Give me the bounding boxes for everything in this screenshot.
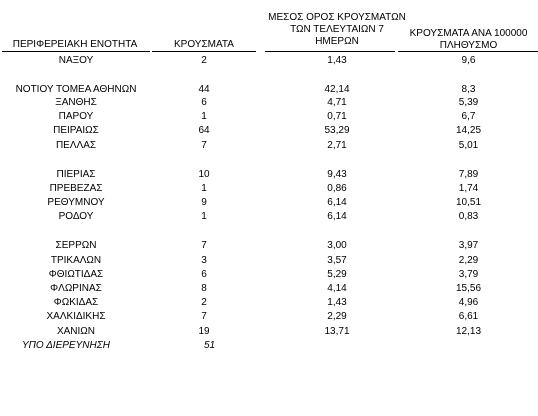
cell-cases: 1 [201, 211, 207, 222]
cell-region: ΦΛΩΡΙΝΑΣ [50, 283, 102, 294]
cell-cases: 10 [198, 169, 210, 180]
table-row [0, 268, 538, 281]
cell-avg7: 2,29 [327, 311, 347, 322]
table-row [0, 210, 538, 223]
cell-avg7: 6,14 [327, 211, 347, 222]
cell-avg7: 4,14 [327, 283, 347, 294]
cell-region: ΡΟΔΟΥ [58, 211, 94, 222]
cell-region: ΦΩΚΙΔΑΣ [53, 297, 99, 308]
table-row [0, 254, 538, 267]
cell-cases: 3 [201, 255, 207, 266]
cell-cases: 1 [201, 111, 207, 122]
cell-per100k: 5,39 [458, 97, 479, 108]
table-row [0, 325, 538, 338]
cell-per100k: 14,25 [455, 125, 482, 136]
table-row [0, 310, 538, 323]
cell-avg7: 4,71 [327, 97, 347, 108]
cell-per100k: 10,51 [455, 197, 482, 208]
cell-cases: 19 [198, 326, 210, 337]
cell-region: ΞΑΝΘΗΣ [55, 97, 97, 108]
table-row [0, 296, 538, 309]
cell-cases: 9 [201, 197, 207, 208]
header-avg7 [262, 12, 412, 48]
cell-avg7: 1,43 [327, 55, 347, 66]
header-rule-cases [152, 51, 256, 52]
cell-avg7: 13,71 [324, 326, 350, 337]
table-row [0, 54, 538, 67]
header-avg7-line3: ΗΜΕΡΩΝ [315, 36, 359, 47]
cell-per100k: 15,56 [455, 283, 482, 294]
cell-region: ΠΑΡΟΥ [58, 111, 94, 122]
cell-cases: 2 [201, 55, 207, 66]
cell-per100k: 3,79 [458, 269, 479, 280]
cell-cases: 2 [201, 297, 207, 308]
cell-per100k: 6,61 [458, 311, 479, 322]
cell-cases: 1 [201, 183, 207, 194]
cell-cases: 6 [201, 97, 207, 108]
cell-region: ΧΑΛΚΙΔΙΚΗΣ [46, 311, 106, 322]
cell-per100k: 7,89 [458, 169, 479, 180]
cell-region: ΠΙΕΡΙΑΣ [56, 169, 96, 180]
cell-cases: 7 [201, 240, 207, 251]
table-row [0, 282, 538, 295]
cell-avg7: 9,43 [327, 169, 347, 180]
table-row [0, 139, 538, 152]
header-per100k-line1: ΚΡΟΥΣΜΑΤΑ ΑΝΑ 100000 [409, 28, 528, 39]
cell-per100k: 1,74 [458, 183, 479, 194]
cell-per100k: 6,7 [461, 111, 476, 122]
cell-per100k: 3,97 [458, 240, 479, 251]
cell-per100k: 5,01 [458, 140, 479, 151]
cell-region: ΤΡΙΚΑΛΩΝ [50, 255, 102, 266]
cell-region: ΝΟΤΙΟΥ ΤΟΜΕΑ ΑΘΗΝΩΝ [15, 84, 137, 95]
table-row [0, 110, 538, 123]
table-row [0, 339, 538, 352]
table-row [0, 196, 538, 209]
cell-avg7: 0,71 [327, 111, 347, 122]
cell-per100k: 2,29 [458, 255, 479, 266]
table-row [0, 83, 538, 96]
cell-region: ΠΕΛΛΑΣ [55, 140, 97, 151]
cell-avg7: 42,14 [324, 84, 350, 95]
table-row [0, 124, 538, 137]
cell-avg7: 2,71 [327, 140, 347, 151]
cell-avg7: 5,29 [327, 269, 347, 280]
cell-region: ΧΑΝΙΩΝ [56, 326, 96, 337]
header-cases: ΚΡΟΥΣΜΑΤΑ [174, 39, 234, 50]
header-region: ΠΕΡΙΦΕΡΕΙΑΚΗ ΕΝΟΤΗΤΑ [12, 39, 138, 50]
header-avg7-line1: ΜΕΣΟΣ ΟΡΟΣ ΚΡΟΥΣΜΑΤΩΝ [268, 12, 406, 23]
cell-per100k: 8,3 [461, 84, 476, 95]
cell-region: ΦΘΙΩΤΙΔΑΣ [48, 269, 104, 280]
header-per100k [397, 28, 538, 52]
header-rule-region [2, 51, 150, 52]
cell-region: ΝΑΞΟΥ [58, 55, 94, 66]
cell-avg7: 3,57 [327, 255, 347, 266]
table-row [0, 182, 538, 195]
cell-avg7: 53,29 [324, 125, 350, 136]
cell-avg7: 1,43 [327, 297, 347, 308]
cell-avg7: 3,00 [327, 240, 347, 251]
cell-cases: 8 [201, 283, 207, 294]
table-row [0, 239, 538, 252]
cell-avg7: 6,14 [327, 197, 347, 208]
cell-per100k: 9,6 [461, 55, 476, 66]
cell-per100k: 0,83 [458, 211, 479, 222]
header-rule-avg7 [265, 51, 395, 52]
cell-cases: 44 [198, 84, 210, 95]
header-avg7-line2: ΤΩΝ ΤΕΛΕΥΤΑΙΩΝ 7 [290, 24, 384, 35]
header-rule-per100k [398, 51, 538, 52]
cell-avg7: 0,86 [327, 183, 347, 194]
cell-per100k: 12,13 [455, 326, 482, 337]
header-per100k-line2: ΠΛΗΘΥΣΜΟ [439, 40, 498, 51]
cell-region: ΡΕΘΥΜΝΟΥ [47, 197, 105, 208]
table-row [0, 168, 538, 181]
cell-per100k: 4,96 [458, 297, 479, 308]
cell-cases: 7 [201, 311, 207, 322]
cell-region: ΠΕΙΡΑΙΩΣ [53, 125, 99, 136]
cell-cases: 6 [201, 269, 207, 280]
cell-region: ΠΡΕΒΕΖΑΣ [49, 183, 103, 194]
cell-cases: 7 [201, 140, 207, 151]
table-row [0, 96, 538, 109]
cell-cases: 51 [204, 340, 216, 351]
cell-cases: 64 [198, 125, 210, 136]
cell-region: ΣΕΡΡΩΝ [55, 240, 97, 251]
cell-region: ΥΠΟ ΔΙΕΡΕΥΝΗΣΗ [22, 340, 110, 351]
